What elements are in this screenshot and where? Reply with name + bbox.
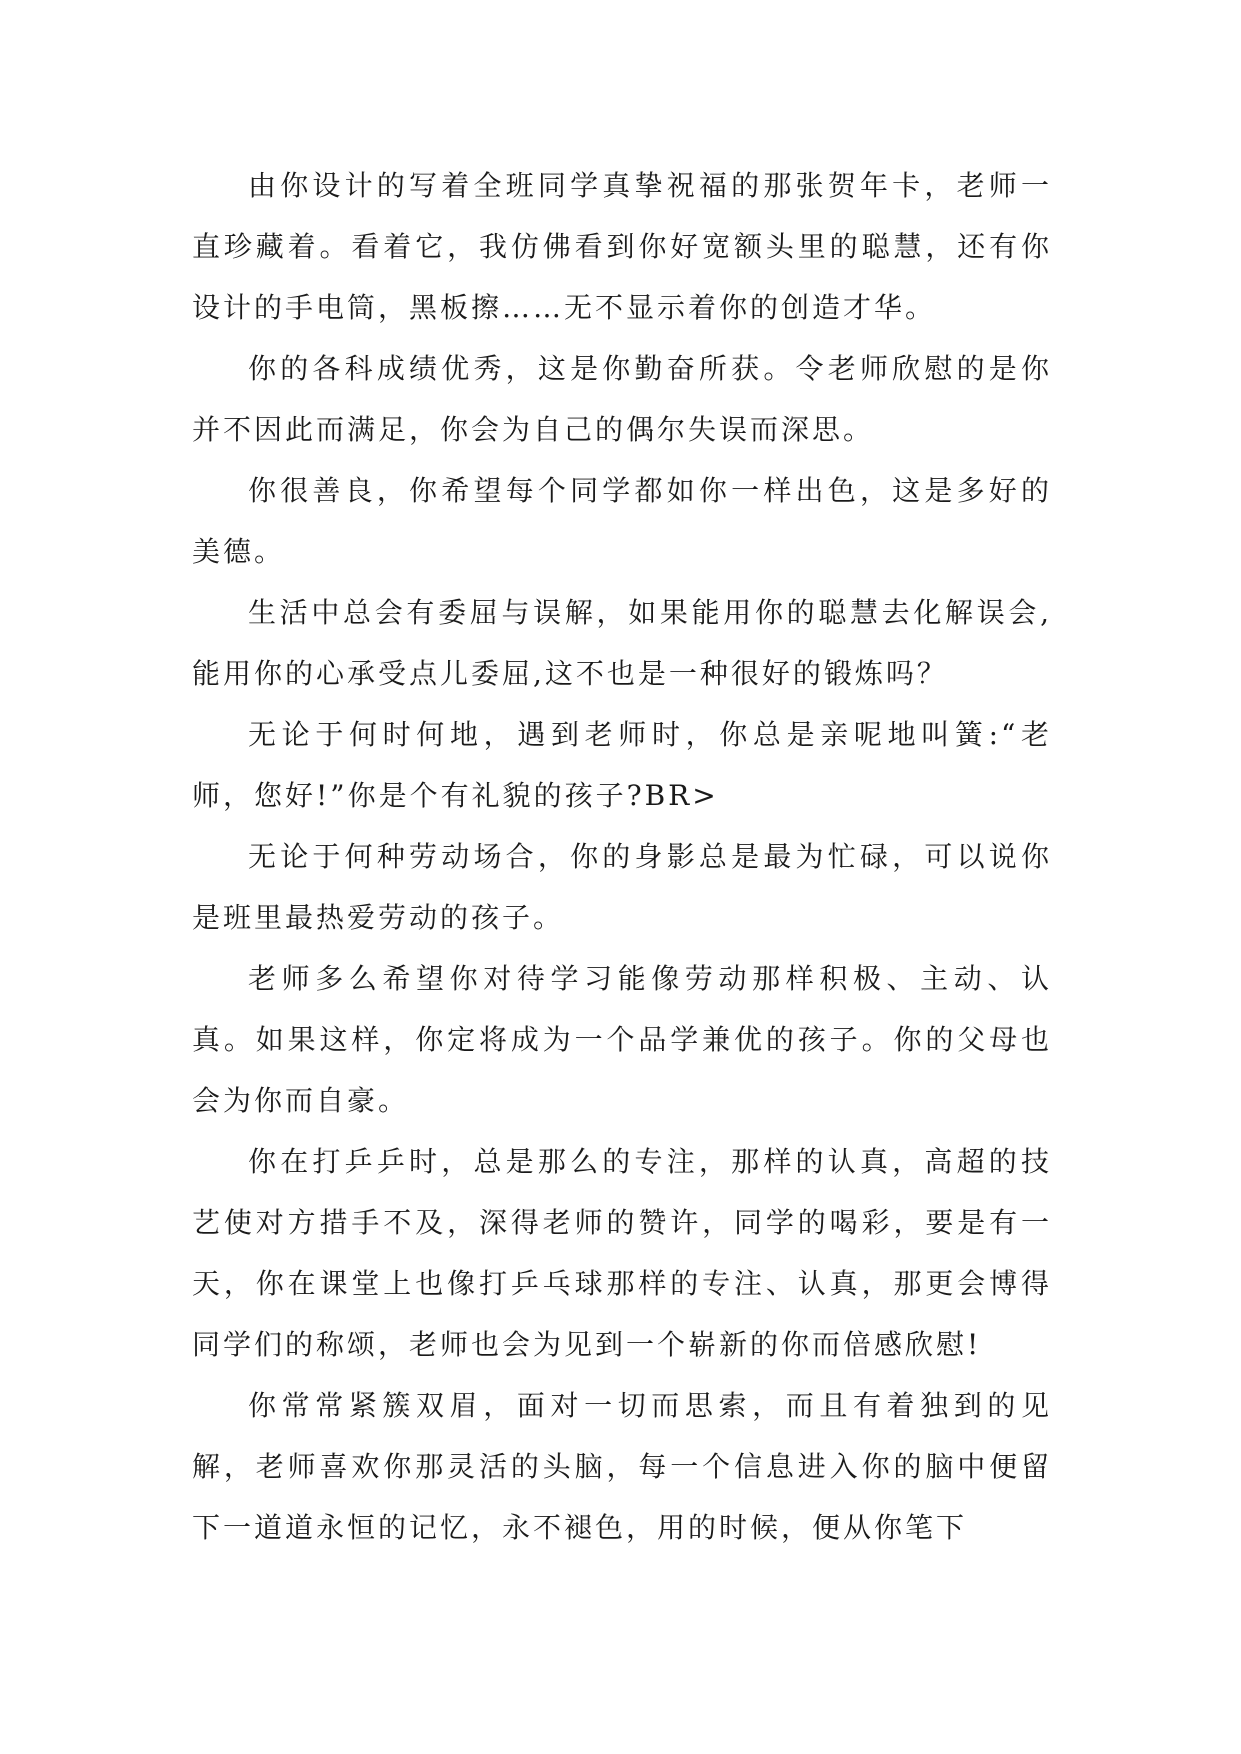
- paragraph: 你常常紧簇双眉，面对一切而思索，而且有着独到的见解，老师喜欢你那灵活的头脑，每一个信息进入你的脑中便留下一道道永恒的记忆，永不褪色，用的时候，便从你笔下: [192, 1389, 1052, 1544]
- document-body: [192, 155, 1052, 1558]
- paragraph: 老师多么希望你对待学习能像劳动那样积极、主动、认真。如果这样，你定将成为一个品学兼优的孩子。你的父母也会为你而自豪。: [192, 962, 1052, 1117]
- paragraph: 无论于何时何地，遇到老师时，你总是亲呢地叫簧:“老师，您好!”你是个有礼貌的孩子?BR>: [192, 718, 1052, 812]
- paragraph: 生活中总会有委屈与误解，如果能用你的聪慧去化解误会,能用你的心承受点儿委屈,这不也是一种很好的锻炼吗？: [192, 596, 1052, 690]
- paragraph: 你在打乒乒时，总是那么的专注，那样的认真，高超的技艺使对方措手不及，深得老师的赞许，同学的喝彩，要是有一天，你在课堂上也像打乒乓球那样的专注、认真，那更会博得同学们的称颂，老师也会为见到一个崭新的你而倍感欣慰!: [192, 1145, 1052, 1361]
- paragraph: 你很善良，你希望每个同学都如你一样出色，这是多好的美德。: [192, 474, 1052, 568]
- paragraph: 无论于何种劳动场合，你的身影总是最为忙碌，可以说你是班里最热爱劳动的孩子。: [192, 840, 1052, 934]
- paragraph: 由你设计的写着全班同学真挚祝福的那张贺年卡，老师一直珍藏着。看着它，我仿佛看到你好宽额头里的聪慧，还有你设计的手电筒，黑板擦……无不显示着你的创造才华。: [192, 169, 1052, 324]
- paragraph: 你的各科成绩优秀，这是你勤奋所获。令老师欣慰的是你并不因此而满足，你会为自己的偶尔失误而深思。: [192, 352, 1052, 446]
